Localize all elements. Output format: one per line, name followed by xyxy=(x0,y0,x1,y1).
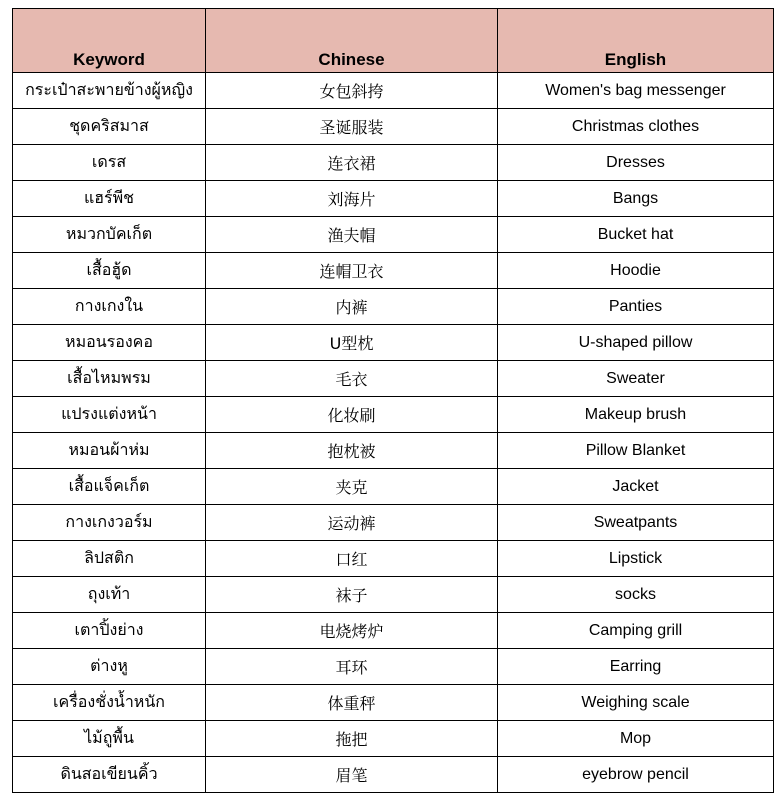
english-cell: Christmas clothes xyxy=(498,109,774,145)
english-cell: eyebrow pencil xyxy=(498,757,774,793)
header-keyword: Keyword xyxy=(13,9,206,73)
keyword-cell: ลิปสติก xyxy=(13,541,206,577)
keyword-cell: หมอนรองคอ xyxy=(13,325,206,361)
table-row xyxy=(13,217,774,253)
chinese-cell: 袜子 xyxy=(206,577,498,613)
english-cell: Pillow Blanket xyxy=(498,433,774,469)
table-row xyxy=(13,577,774,613)
chinese-cell: 渔夫帽 xyxy=(206,217,498,253)
keyword-cell: เดรส xyxy=(13,145,206,181)
keyword-translation-table xyxy=(12,8,774,793)
chinese-cell: 拖把 xyxy=(206,721,498,757)
english-cell: U-shaped pillow xyxy=(498,325,774,361)
english-cell: Sweater xyxy=(498,361,774,397)
keyword-cell: ไม้ถูพื้น xyxy=(13,721,206,757)
chinese-cell: 化妆刷 xyxy=(206,397,498,433)
keyword-cell: เครื่องชั่งน้ำหนัก xyxy=(13,685,206,721)
keyword-cell: ชุดคริสมาส xyxy=(13,109,206,145)
chinese-cell: 电烧烤炉 xyxy=(206,613,498,649)
keyword-cell: เสื้อแจ็คเก็ต xyxy=(13,469,206,505)
table-row xyxy=(13,505,774,541)
english-cell: Hoodie xyxy=(498,253,774,289)
table-row xyxy=(13,325,774,361)
chinese-cell: U型枕 xyxy=(206,325,498,361)
chinese-cell: 连帽卫衣 xyxy=(206,253,498,289)
table-row xyxy=(13,73,774,109)
keyword-cell: เสื้อฮู้ด xyxy=(13,253,206,289)
english-cell: Mop xyxy=(498,721,774,757)
chinese-cell: 毛衣 xyxy=(206,361,498,397)
chinese-cell: 刘海片 xyxy=(206,181,498,217)
table-row xyxy=(13,289,774,325)
header-english: English xyxy=(498,9,774,73)
keyword-cell: แฮร์พีช xyxy=(13,181,206,217)
english-cell: Earring xyxy=(498,649,774,685)
keyword-cell: หมอนผ้าห่ม xyxy=(13,433,206,469)
keyword-cell: แปรงแต่งหน้า xyxy=(13,397,206,433)
keyword-cell: เตาปิ้งย่าง xyxy=(13,613,206,649)
english-cell: Bangs xyxy=(498,181,774,217)
table-row xyxy=(13,109,774,145)
english-cell: Lipstick xyxy=(498,541,774,577)
chinese-cell: 内裤 xyxy=(206,289,498,325)
chinese-cell: 眉笔 xyxy=(206,757,498,793)
table-row xyxy=(13,649,774,685)
chinese-cell: 连衣裙 xyxy=(206,145,498,181)
english-cell: Camping grill xyxy=(498,613,774,649)
keyword-cell: ต่างหู xyxy=(13,649,206,685)
table-row xyxy=(13,253,774,289)
keyword-cell: หมวกบัคเก็ต xyxy=(13,217,206,253)
english-cell: Weighing scale xyxy=(498,685,774,721)
english-cell: Jacket xyxy=(498,469,774,505)
english-cell: Panties xyxy=(498,289,774,325)
english-cell: Makeup brush xyxy=(498,397,774,433)
table-row xyxy=(13,613,774,649)
chinese-cell: 圣诞服装 xyxy=(206,109,498,145)
chinese-cell: 耳环 xyxy=(206,649,498,685)
chinese-cell: 女包斜挎 xyxy=(206,73,498,109)
table-body xyxy=(13,73,774,793)
table-row xyxy=(13,685,774,721)
table-header-row xyxy=(13,9,774,73)
english-cell: Dresses xyxy=(498,145,774,181)
chinese-cell: 体重秤 xyxy=(206,685,498,721)
chinese-cell: 抱枕被 xyxy=(206,433,498,469)
table-row xyxy=(13,469,774,505)
table-row xyxy=(13,361,774,397)
table-row xyxy=(13,181,774,217)
keyword-cell: กระเป๋าสะพายข้างผู้หญิง xyxy=(13,73,206,109)
keyword-cell: กางเกงวอร์ม xyxy=(13,505,206,541)
table-row xyxy=(13,757,774,793)
table-row xyxy=(13,145,774,181)
chinese-cell: 运动裤 xyxy=(206,505,498,541)
keyword-cell: ถุงเท้า xyxy=(13,577,206,613)
table-row xyxy=(13,397,774,433)
table-row xyxy=(13,541,774,577)
keyword-cell: ดินสอเขียนคิ้ว xyxy=(13,757,206,793)
english-cell: Bucket hat xyxy=(498,217,774,253)
english-cell: socks xyxy=(498,577,774,613)
keyword-cell: กางเกงใน xyxy=(13,289,206,325)
english-cell: Sweatpants xyxy=(498,505,774,541)
table-row xyxy=(13,433,774,469)
chinese-cell: 口红 xyxy=(206,541,498,577)
chinese-cell: 夹克 xyxy=(206,469,498,505)
header-chinese: Chinese xyxy=(206,9,498,73)
table-row xyxy=(13,721,774,757)
keyword-cell: เสื้อไหมพรม xyxy=(13,361,206,397)
keyword-table-container xyxy=(12,8,773,793)
english-cell: Women's bag messenger xyxy=(498,73,774,109)
